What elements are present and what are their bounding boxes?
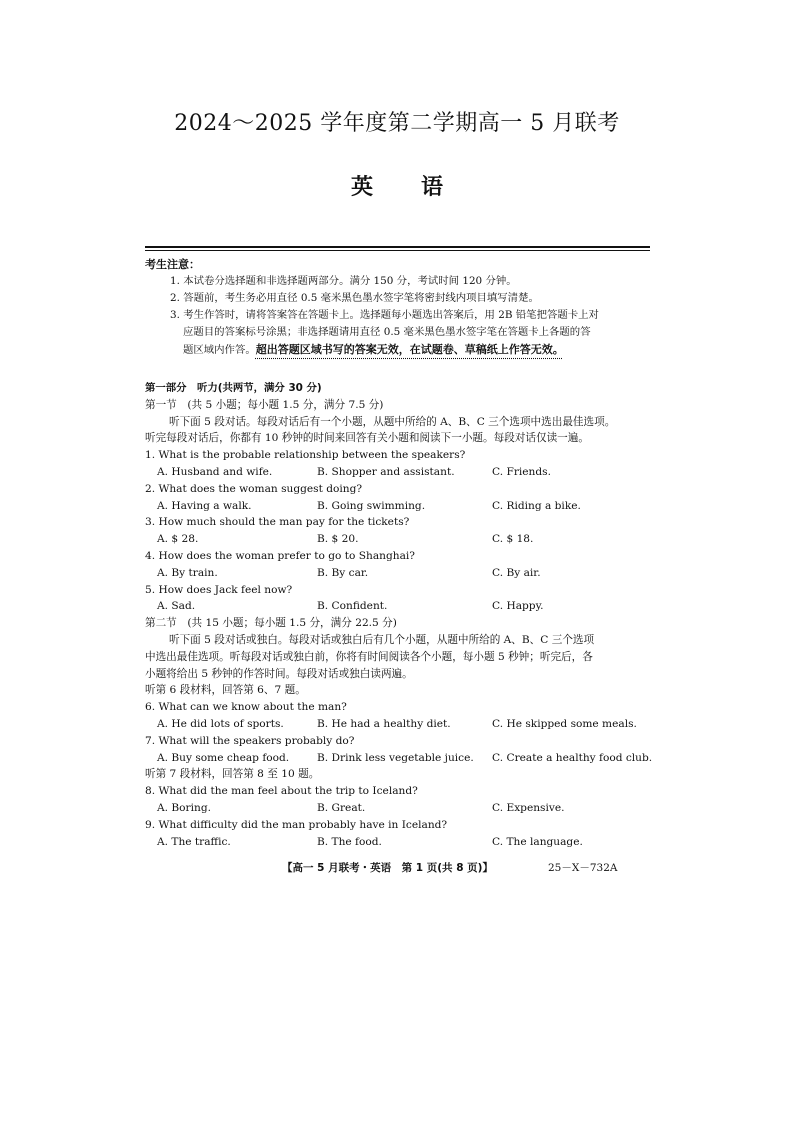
- question-stem: 4. How does the woman prefer to go to Shanghai?: [145, 549, 415, 562]
- question-options: [145, 834, 655, 851]
- option-b: B. By car.: [317, 566, 369, 579]
- question-stem: 8. What did the man feel about the trip to Iceland?: [145, 785, 418, 798]
- option-c: C. Friends.: [492, 465, 551, 478]
- exam-title: 2024～2025 学年度第二学期高一 5 月联考: [174, 111, 620, 136]
- question-2: [145, 481, 655, 515]
- section-1-title: 第一节 (共 5 小题；每小题 1.5 分，满分 7.5 分): [145, 398, 384, 411]
- question-1: [145, 447, 655, 481]
- question-9: [145, 817, 655, 851]
- notice-item-3-line-3: [170, 341, 652, 359]
- question-stem: 1. What is the probable relationship between the speakers?: [145, 449, 466, 462]
- option-c: C. By air.: [492, 566, 541, 579]
- section-1-directions-line-2: 听完每段对话后，你都有 10 秒钟的时间来回答有关小题和阅读下一小题。每段对话仅读一遍。: [145, 432, 589, 445]
- question-stem: 2. What does the woman suggest doing?: [145, 482, 363, 495]
- notice-item-3-line-1: 3. 考生作答时，请将答案答在答题卡上。选择题每小题选出答案后，用 2B 铅笔把答题卡上对: [170, 309, 599, 321]
- section-1-directions-line-1: 听下面 5 段对话。每段对话后有一个小题，从题中所给的 A、B、C 三个选项中选出最佳选项。: [169, 415, 616, 428]
- option-a: A. The traffic.: [157, 835, 231, 848]
- notice-heading: 考生注意：: [145, 258, 200, 271]
- header-rule-thin: [145, 250, 650, 251]
- option-c: C. Expensive.: [492, 801, 565, 814]
- option-a: A. Having a walk.: [157, 499, 252, 512]
- question-8: [145, 783, 655, 817]
- option-a: A. Buy some cheap food.: [157, 751, 290, 764]
- option-b: B. $ 20.: [317, 533, 359, 546]
- option-a: A. Husband and wife.: [157, 465, 273, 478]
- section-2-directions-line-1: 听下面 5 段对话或独白。每段对话或独白后有几个小题，从题中所给的 A、B、C 三个选项: [169, 633, 595, 646]
- subject-title: 英语: [350, 175, 491, 200]
- question-3: [145, 514, 655, 548]
- option-b: B. Confident.: [317, 600, 388, 613]
- question-options: [145, 716, 655, 733]
- option-a: A. By train.: [157, 566, 218, 579]
- question-options: [145, 598, 655, 615]
- option-c: C. Riding a bike.: [492, 499, 581, 512]
- question-options: [145, 464, 655, 481]
- option-b: B. Drink less vegetable juice.: [317, 751, 474, 764]
- question-options: [145, 565, 655, 582]
- option-c: C. $ 18.: [492, 533, 534, 546]
- question-stem: 9. What difficulty did the man probably have in Iceland?: [145, 818, 448, 831]
- question-options: [145, 800, 655, 817]
- notice-item-3-line-3-text: 题区域内作答。: [183, 344, 256, 356]
- notice-emphasis: 超出答题区域书写的答案无效，在试题卷、草稿纸上作答无效。: [255, 343, 564, 356]
- question-options: [145, 498, 655, 515]
- header-rule-thick: [145, 246, 650, 248]
- material-7-instruction: 听第 7 段材料，回答第 8 至 10 题。: [145, 768, 320, 781]
- exam-code: 25－X－732A: [548, 862, 618, 874]
- option-b: B. Shopper and assistant.: [317, 465, 455, 478]
- part-1-title: 第一部分 听力(共两节，满分 30 分): [145, 382, 322, 394]
- option-a: A. Sad.: [157, 600, 196, 613]
- option-c: C. He skipped some meals.: [492, 717, 637, 730]
- listening-part: [145, 380, 655, 850]
- notice-item-3-line-2: 应题目的答案标号涂黑；非选择题请用直径 0.5 毫米黑色墨水签字笔在答题卡上各题的答: [183, 326, 591, 338]
- question-options: [145, 531, 655, 548]
- option-c: C. Happy.: [492, 600, 544, 613]
- option-b: B. He had a healthy diet.: [317, 717, 451, 730]
- option-a: A. He did lots of sports.: [157, 717, 284, 730]
- option-c: C. The language.: [492, 835, 583, 848]
- question-stem: 7. What will the speakers probably do?: [145, 734, 355, 747]
- option-b: B. Going swimming.: [317, 499, 426, 512]
- section-2-directions-line-2: 中选出最佳选项。听每段对话或独白前，你将有时间阅读各个小题，每小题 5 秒钟；听完后，各: [145, 650, 593, 663]
- question-stem: 3. How much should the man pay for the tickets?: [145, 516, 410, 529]
- question-4: [145, 548, 655, 582]
- question-5: [145, 582, 655, 616]
- section-2-title: 第二节 (共 15 小题；每小题 1.5 分，满分 22.5 分): [145, 617, 397, 630]
- question-options: [145, 750, 655, 767]
- option-c: C. Create a healthy food club.: [492, 751, 653, 764]
- material-6-instruction: 听第 6 段材料，回答第 6、7 题。: [145, 684, 306, 697]
- option-a: A. Boring.: [157, 801, 211, 814]
- notice-item-2: 2. 答题前，考生务必用直径 0.5 毫米黑色墨水签字笔将密封线内项目填写清楚。: [170, 292, 539, 304]
- question-stem: 5. How does Jack feel now?: [145, 583, 293, 596]
- question-7: [145, 733, 655, 767]
- option-a: A. $ 28.: [157, 533, 199, 546]
- option-b: B. The food.: [317, 835, 382, 848]
- question-stem: 6. What can we know about the man?: [145, 701, 347, 714]
- option-b: B. Great.: [317, 801, 366, 814]
- section-2-directions-line-3: 小题将给出 5 秒钟的作答时间。每段对话或独白读两遍。: [145, 667, 413, 680]
- notice-item-1: 1. 本试卷分选择题和非选择题两部分。满分 150 分，考试时间 120 分钟。: [170, 275, 517, 287]
- notice-item-3: [170, 307, 652, 359]
- page-footer: 【高一 5 月联考・英语 第 1 页(共 8 页)】: [282, 862, 493, 874]
- question-6: [145, 699, 655, 733]
